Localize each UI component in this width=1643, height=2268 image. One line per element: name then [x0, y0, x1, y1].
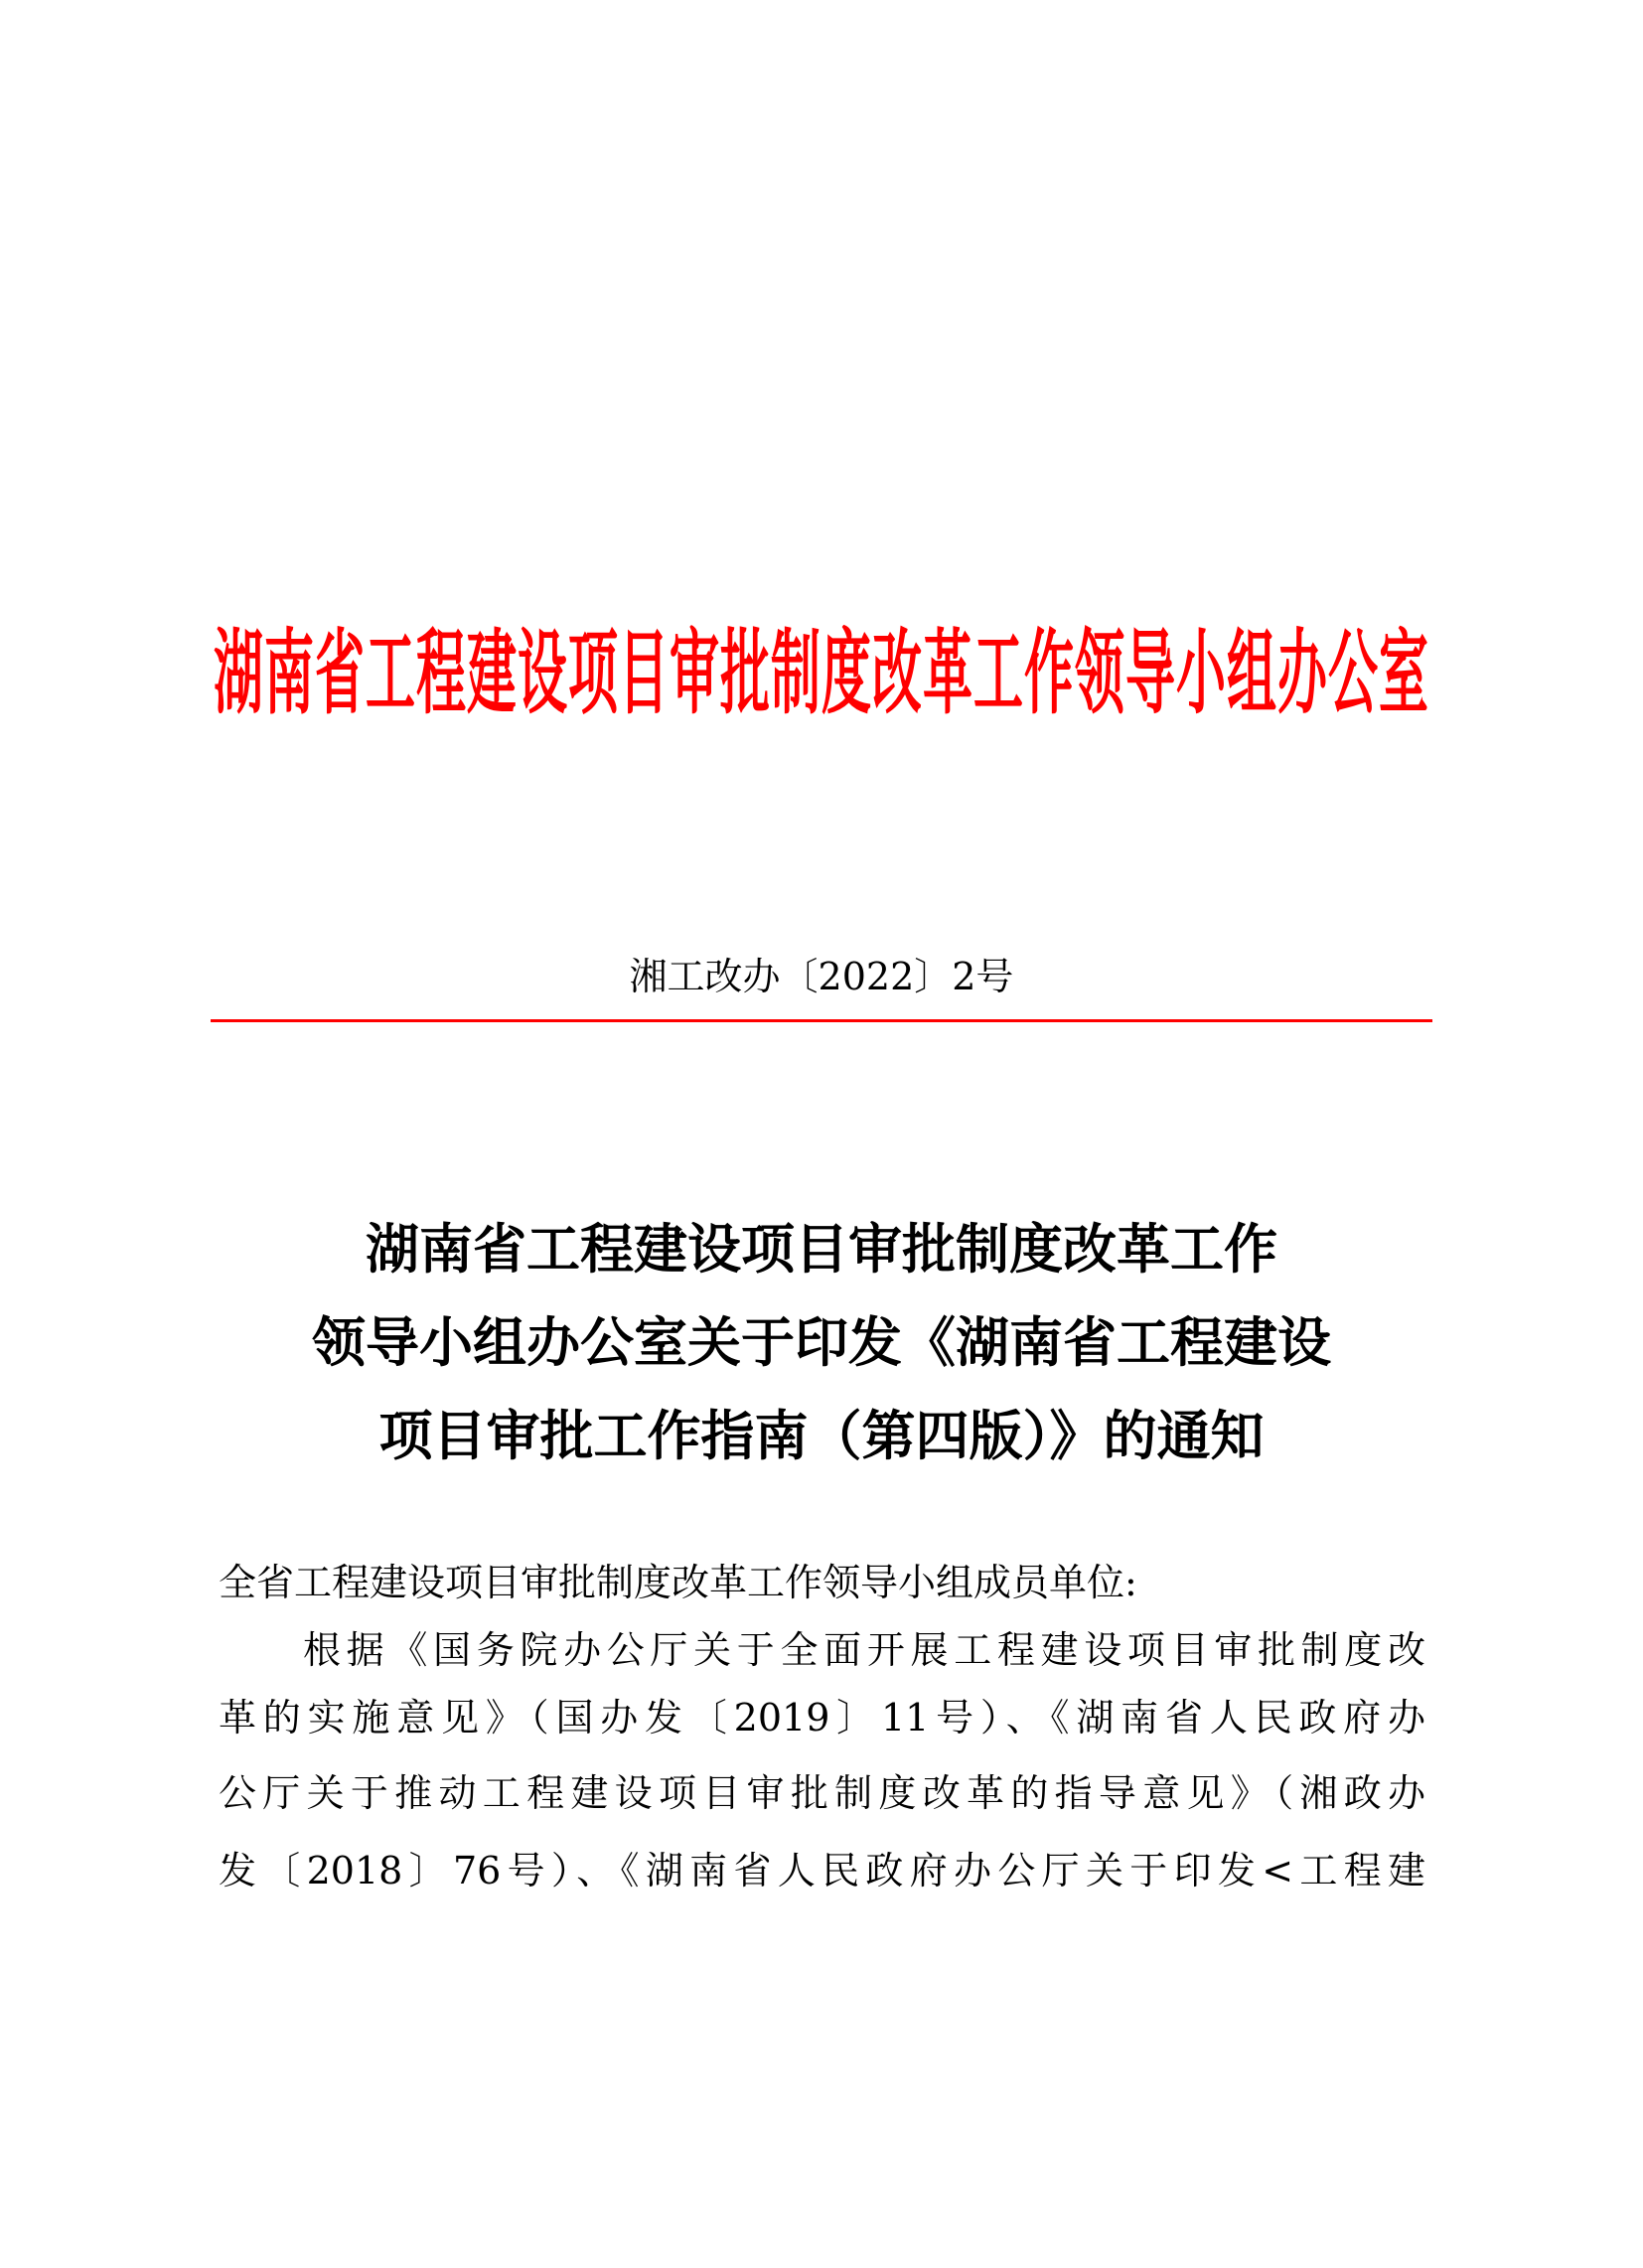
title-line: 湖南省工程建设项目审批制度改革工作 [366, 1217, 1277, 1281]
title-line: 领导小组办公室关于印发《湖南省工程建设 [312, 1310, 1331, 1374]
body-line: 革的实施意见》（国办发〔2019〕11号）、《湖南省人民政府办 [219, 1696, 1425, 1739]
document-title [199, 1202, 1444, 1482]
body-line: 公厅关于推动工程建设项目审批制度改革的指导意见》（湘政办 [219, 1771, 1425, 1815]
body-line: 根据《国务院办公厅关于全面开展工程建设项目审批制度改 [303, 1628, 1425, 1672]
body-line: 发〔2018〕76号）、《湖南省人民政府办公厅关于印发<工程建 [219, 1849, 1425, 1892]
masthead-org-name: 湖南省工程建设项目审批制度改革工作领导小组办公室 [214, 620, 1429, 727]
document-number: 湘工改办〔2022〕2号 [629, 955, 1014, 998]
salutation: 全省工程建设项目审批制度改革工作领导小组成员单位: [219, 1561, 1137, 1604]
title-line: 项目审批工作指南（第四版）》的通知 [378, 1404, 1265, 1467]
red-separator-line [211, 1019, 1432, 1022]
